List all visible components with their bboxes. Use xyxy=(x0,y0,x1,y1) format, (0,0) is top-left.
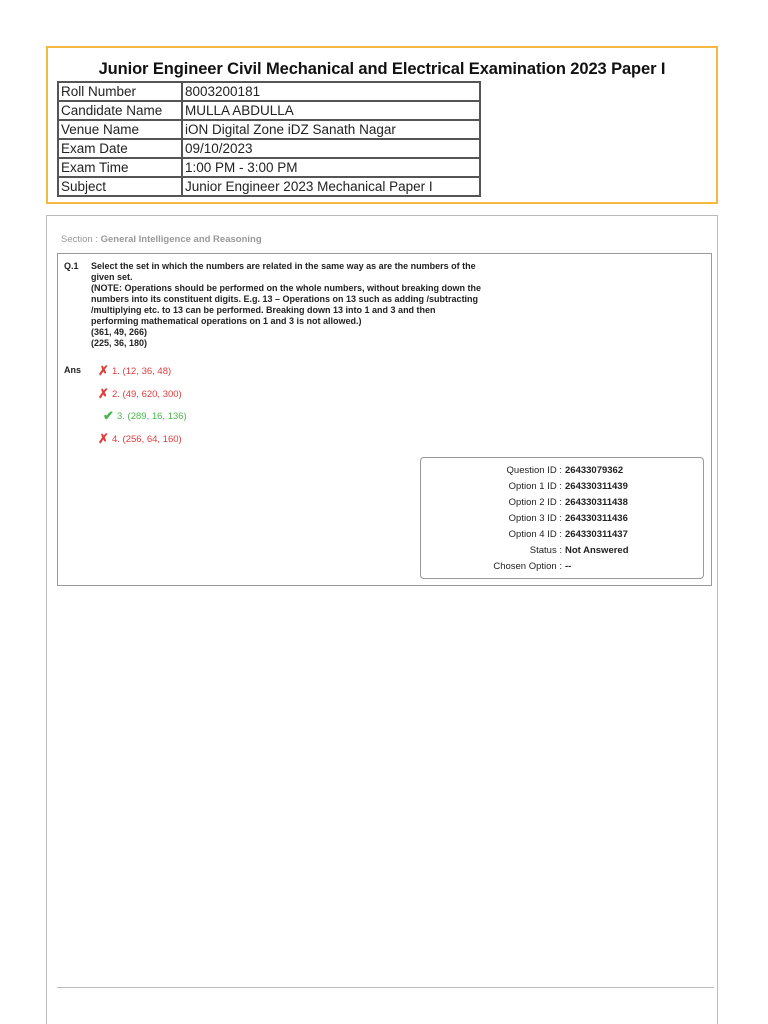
meta-value: 264330311437 xyxy=(565,529,628,540)
divider xyxy=(57,987,714,988)
meta-label: Option 2 ID : xyxy=(508,497,562,508)
question-line: given set. xyxy=(91,272,133,282)
candidate-name-label: Candidate Name xyxy=(58,101,182,120)
table-row xyxy=(58,120,480,139)
question-number: Q.1 xyxy=(64,261,79,271)
option-4 xyxy=(98,431,182,447)
table-row xyxy=(58,82,480,101)
cross-icon: ✗ xyxy=(98,431,109,446)
candidate-info-table xyxy=(57,81,481,197)
option-2 xyxy=(98,386,182,402)
subject-value: Junior Engineer 2023 Mechanical Paper I xyxy=(182,177,480,196)
answer-label: Ans xyxy=(64,365,82,375)
question-text xyxy=(91,261,511,349)
question-sheet xyxy=(46,215,718,1024)
question-line: /multiplying etc. to 13 can be performed. Breaking down 13 into 1 and 3 and then xyxy=(91,305,436,315)
option-text: 1. (12, 36, 48) xyxy=(112,366,172,377)
table-row xyxy=(58,101,480,120)
option-3 xyxy=(103,408,187,424)
candidate-name-value: MULLA ABDULLA xyxy=(182,101,480,120)
option-text: 4. (256, 64, 160) xyxy=(112,434,182,445)
section-label xyxy=(61,234,262,245)
cross-icon: ✗ xyxy=(98,363,109,378)
exam-time-label: Exam Time xyxy=(58,158,182,177)
table-row xyxy=(58,139,480,158)
question-line: (225, 36, 180) xyxy=(91,338,148,348)
question-panel xyxy=(57,253,712,586)
roll-number-label: Roll Number xyxy=(58,82,182,101)
meta-label: Option 4 ID : xyxy=(508,529,562,540)
meta-value: 264330311438 xyxy=(565,497,628,508)
meta-label: Chosen Option : xyxy=(493,561,562,572)
option-1 xyxy=(98,363,171,379)
section-name: General Intelligence and Reasoning xyxy=(100,234,262,245)
table-row xyxy=(58,177,480,196)
meta-label: Option 1 ID : xyxy=(508,481,562,492)
exam-date-label: Exam Date xyxy=(58,139,182,158)
table-row xyxy=(58,158,480,177)
option-text: 2. (49, 620, 300) xyxy=(112,389,182,400)
meta-label: Option 3 ID : xyxy=(508,513,562,524)
meta-label: Question ID : xyxy=(506,465,562,476)
question-line: (NOTE: Operations should be performed on the whole numbers, without breaking down the xyxy=(91,283,482,293)
question-line: numbers into its constituent digits. E.g. 13 – Operations on 13 such as adding /subtracting xyxy=(91,294,479,304)
section-prefix: Section : xyxy=(61,234,101,245)
venue-name-value: iON Digital Zone iDZ Sanath Nagar xyxy=(182,120,480,139)
meta-value: Not Answered xyxy=(565,545,629,556)
question-meta-panel xyxy=(420,457,704,579)
meta-value: 264330311436 xyxy=(565,513,628,524)
option-text: 3. (289, 16, 136) xyxy=(117,411,187,422)
subject-label: Subject xyxy=(58,177,182,196)
exam-time-value: 1:00 PM - 3:00 PM xyxy=(182,158,480,177)
roll-number-value: 8003200181 xyxy=(182,82,480,101)
meta-value: -- xyxy=(565,561,572,572)
question-line: (361, 49, 266) xyxy=(91,327,148,337)
exam-title: Junior Engineer Civil Mechanical and Electrical Examination 2023 Paper I xyxy=(98,60,666,78)
check-icon: ✔ xyxy=(103,408,114,423)
venue-name-label: Venue Name xyxy=(58,120,182,139)
question-line: performing mathematical operations on 1 and 3 is not allowed.) xyxy=(91,316,362,326)
meta-value: 264330311439 xyxy=(565,481,628,492)
question-line: Select the set in which the numbers are related in the same way as are the numbers of the xyxy=(91,261,476,271)
meta-label: Status : xyxy=(529,545,562,556)
candidate-info-panel xyxy=(46,46,718,204)
cross-icon: ✗ xyxy=(98,386,109,401)
exam-date-value: 09/10/2023 xyxy=(182,139,480,158)
meta-value: 26433079362 xyxy=(565,465,624,476)
